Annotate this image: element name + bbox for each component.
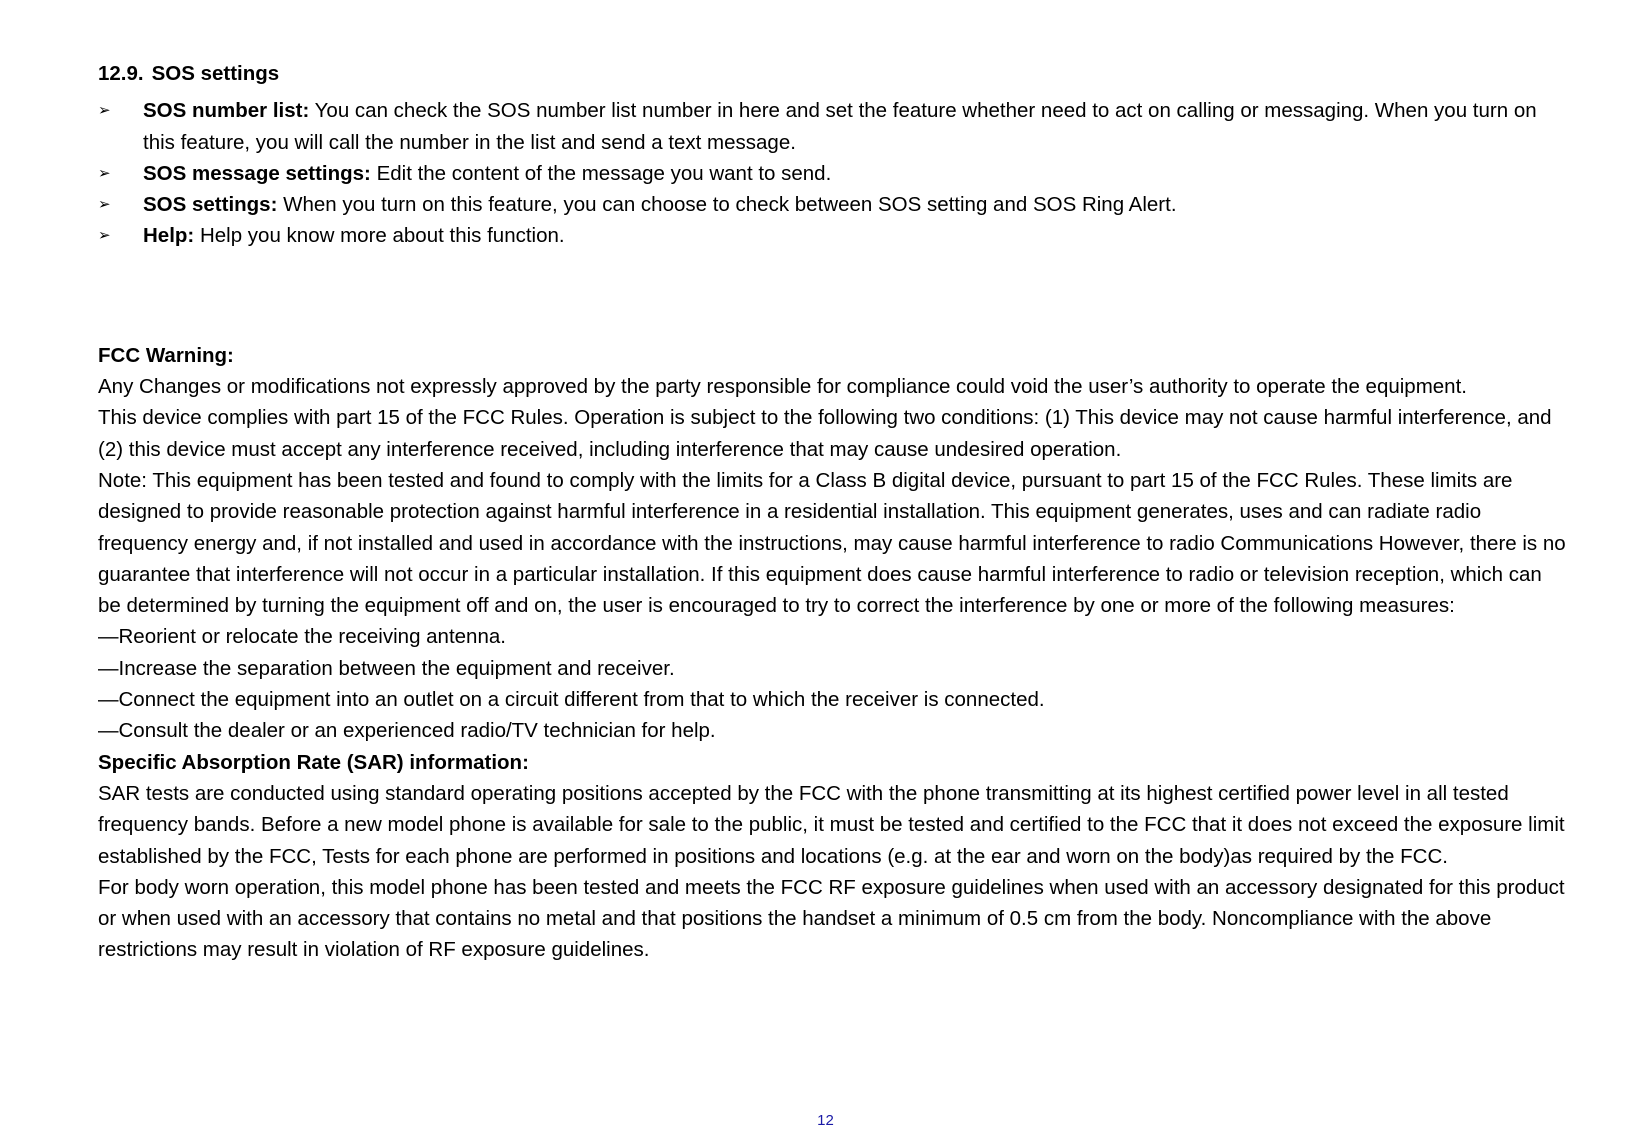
fcc-paragraph: Note: This equipment has been tested and found to comply with the limits for a Class B digital device, pursuant to part 15 of the FCC Rules. These limits are designed to provide reasonable protection against harmful interference in a residential installation. This equipment generates, uses and can radiate radio frequency energy and, if not installed and used in accordance with the instructions, may cause harmful interference to radio Communications However, there is no guarantee that interference will not occur in a particular installation. If this equipment does cause harmful interference to radio or television reception, which can be determined by turning the equipment off and on, the user is encouraged to try to correct the interference by one or more of the following measures: (98, 468, 1566, 618)
sos-settings-list (98, 95, 1568, 251)
fcc-heading: FCC Warning: (98, 343, 234, 367)
item-label: Help: (143, 224, 195, 248)
sar-paragraph: SAR tests are conducted using standard operating positions accepted by the FCC with the phone transmitting at its highest certified power level in all tested frequency bands. Before a new model phone is available for sale to the public, it must be tested and certified to the FCC that it does not exceed the exposure limit established by the FCC, Tests for each phone are performed in positions and locations (e.g. at the ear and worn on the body)as required by the FCC. (98, 781, 1565, 868)
arrow-bullet-icon: ➢ (98, 163, 111, 182)
fcc-measure: —Reorient or relocate the receiving antenna. (98, 625, 506, 649)
list-item (98, 95, 1568, 158)
section-heading (98, 58, 1568, 89)
list-item (98, 189, 1568, 220)
sar-section (98, 747, 1568, 966)
item-label: SOS settings: (143, 193, 278, 217)
sar-paragraph: For body worn operation, this model phone has been tested and meets the FCC RF exposure guidelines when used with an accessory designated for this product or when used with an accessory that contains no metal and that positions the handset a minimum of 0.5 cm from the body. Noncompliance with the above restrictions may result in violation of RF exposure guidelines. (98, 875, 1565, 962)
item-text: Edit the content of the message you want to send. (370, 161, 832, 185)
fcc-paragraph: Any Changes or modifications not expressly approved by the party responsible for compliance could void the user’s authority to operate the equipment. (98, 375, 1467, 399)
item-text: When you turn on this feature, you can choose to check between SOS setting and SOS Ring Alert. (277, 193, 1177, 217)
sar-heading: Specific Absorption Rate (SAR) information: (98, 750, 529, 774)
document-page (98, 58, 1568, 966)
arrow-bullet-icon: ➢ (98, 195, 111, 214)
section-number: 12.9. (98, 62, 144, 85)
item-text: Help you know more about this function. (194, 224, 565, 248)
fcc-measure: —Consult the dealer or an experienced radio/TV technician for help. (98, 719, 716, 743)
item-label: SOS message settings: (143, 161, 371, 185)
item-label: SOS number list: (143, 99, 310, 123)
section-title: SOS settings (151, 62, 280, 85)
fcc-warning-section (98, 340, 1568, 747)
page-number: 12 (817, 1112, 834, 1129)
list-item (98, 220, 1568, 251)
item-text: You can check the SOS number list number in here and set the feature whether need to act on calling or messaging. When you turn on this feature, you will call the number in the list and send a text message. (143, 99, 1537, 154)
arrow-bullet-icon: ➢ (98, 101, 111, 120)
fcc-paragraph: This device complies with part 15 of the FCC Rules. Operation is subject to the following two conditions: (1) This device may not cause harmful interference, and (2) this device must accept any interference received, including interference that may cause undesired operation. (98, 406, 1552, 461)
list-item (98, 158, 1568, 189)
arrow-bullet-icon: ➢ (98, 226, 111, 245)
fcc-measure: —Connect the equipment into an outlet on a circuit different from that to which the receiver is connected. (98, 688, 1045, 712)
fcc-measure: —Increase the separation between the equipment and receiver. (98, 656, 675, 680)
